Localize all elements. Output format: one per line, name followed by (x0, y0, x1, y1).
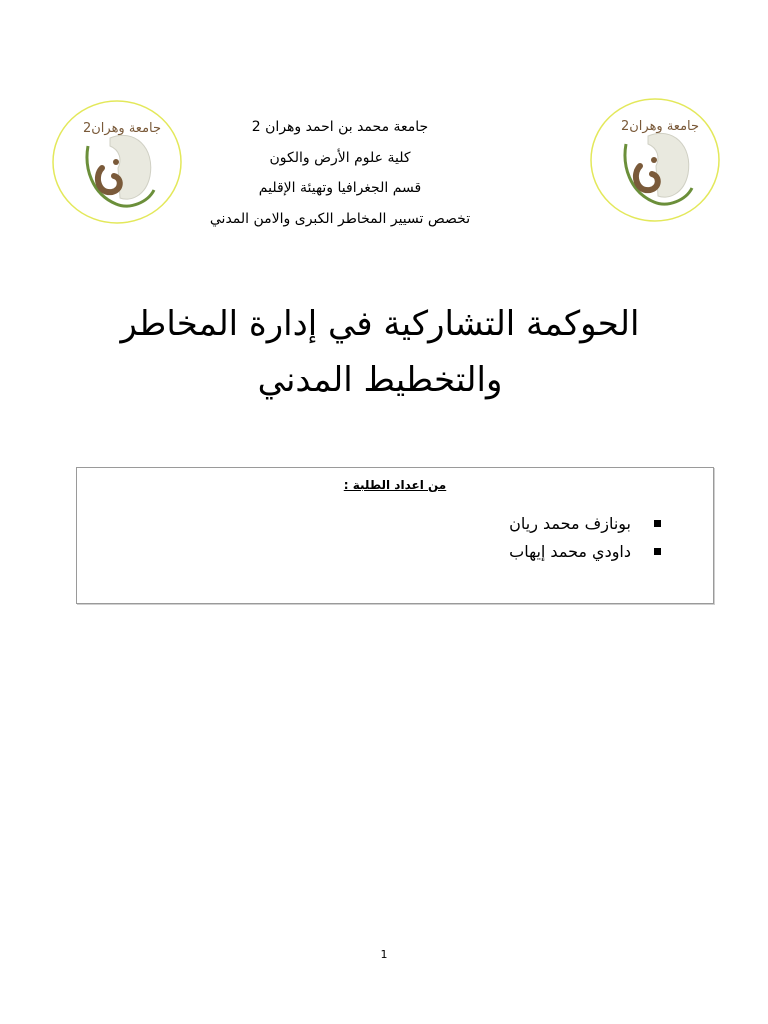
page-number: 1 (380, 948, 388, 961)
university-logo-left (50, 98, 184, 226)
list-item (509, 538, 661, 566)
university-logo-icon (50, 98, 184, 226)
student-name: بونازف محمد ريان (509, 514, 631, 533)
logo-wordmark: جامعة وهران2 (620, 119, 700, 134)
title-line-1: الحوكمة التشاركية في إدارة المخاطر (120, 304, 640, 344)
student-name: داودي محمد إيهاب (509, 542, 631, 561)
document-title (90, 296, 670, 408)
list-item (509, 510, 661, 538)
title-line-2: والتخطيط المدني (257, 360, 503, 400)
students-box (76, 467, 714, 604)
students-heading: من اعداد الطلبة : (343, 478, 447, 492)
university-name: جامعة محمد بن احمد وهران 2 (251, 119, 429, 135)
department-name: قسم الجغرافيا وتهيئة الإقليم (258, 180, 422, 196)
square-bullet-icon (654, 520, 661, 527)
logo-wordmark: جامعة وهران2 (82, 121, 162, 136)
university-logo-icon (588, 96, 722, 224)
faculty-name: كلية علوم الأرض والكون (269, 149, 411, 166)
square-bullet-icon (654, 548, 661, 555)
university-logo-right (588, 96, 722, 224)
specialty-name: تخصص تسيير المخاطر الكبرى والامن المدني (209, 210, 471, 227)
students-list (509, 510, 661, 566)
institution-header (180, 112, 500, 234)
